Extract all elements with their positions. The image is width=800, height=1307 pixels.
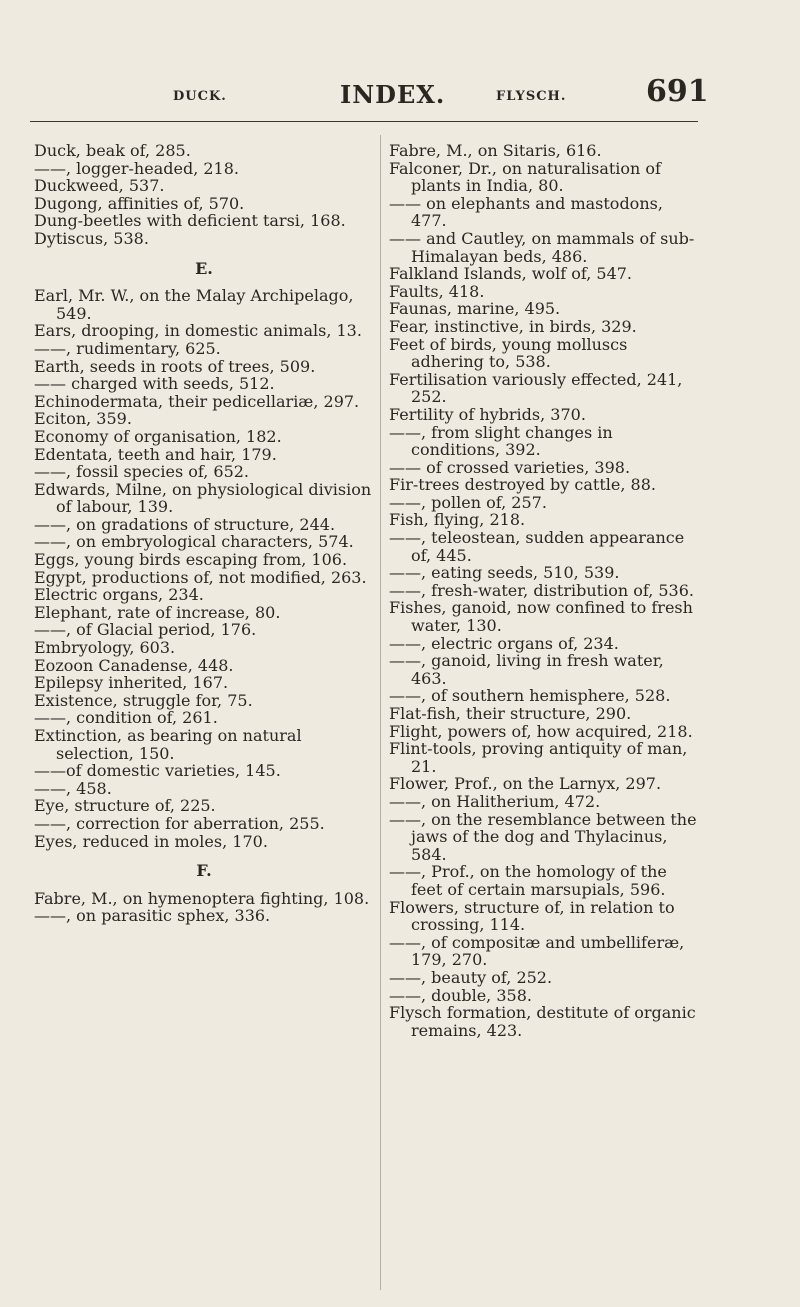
index-entry: Flower, Prof., on the Larnyx, 297. [389,774,662,794]
index-entry: ——, on gradations of structure, 244. [34,514,336,534]
index-entry: ——, beauty of, 252. [389,967,553,987]
index-entry: ——, of compositæ and umbelliferæ, 179, 270. [389,932,685,970]
left-column [34,142,374,925]
index-entry: Eozoon Canadense, 448. [34,655,234,675]
index-entry: Economy of organisation, 182. [34,426,282,446]
index-entry: ——, condition of, 261. [34,708,218,728]
section-letter: E. [195,258,213,278]
index-entry: ——, of southern hemisphere, 528. [389,686,671,706]
index-entry: ——of domestic varieties, 145. [34,761,281,781]
header-last-term: FLYSCH. [496,89,567,104]
index-entry: Ears, drooping, in domestic animals, 13. [34,321,362,341]
index-entry: Fertility of hybrids, 370. [389,404,586,424]
index-entry: ——, of Glacial period, 176. [34,620,257,640]
index-entry: ——, rudimentary, 625. [34,338,221,358]
index-entry: Eciton, 359. [34,409,132,429]
page-number: 691 [646,74,709,109]
index-entry: Eye, structure of, 225. [34,796,216,816]
index-entry: Fish, flying, 218. [389,510,526,530]
index-entry: Echinodermata, their pedicellariæ, 297. [34,391,360,411]
index-entry: ——, double, 358. [389,985,532,1005]
index-entry: Duckweed, 537. [34,176,165,196]
index-entry: Fir-trees destroyed by cattle, 88. [389,475,656,495]
index-entry: Fabre, M., on Sitaris, 616. [389,141,602,160]
index-entry: ——, eating seeds, 510, 539. [389,563,620,583]
index-entry: ——, teleostean, sudden appearance of, 445. [389,528,685,565]
index-entry: Edentata, teeth and hair, 179. [34,444,277,464]
index-entry: Flysch formation, destitute of organic remains, 423. [389,1003,696,1040]
index-entry: Epilepsy inherited, 167. [34,673,229,693]
index-entry: Fertilisation variously effected, 241, 252. [389,369,683,407]
index-entry: —— and Cautley, on mammals of sub-Himalayan beds, 486. [389,228,695,266]
index-entry: ——, fossil species of, 652. [34,462,250,482]
index-entry: Earth, seeds in roots of trees, 509. [34,356,316,376]
index-entry: Faults, 418. [389,281,485,301]
index-entry: —— of crossed varieties, 398. [389,457,631,477]
index-entry: Flint-tools, proving antiquity of man, 21. [389,739,688,776]
header-rule [30,121,698,122]
index-entry: Dung-beetles with deficient tarsi, 168. [34,211,346,231]
index-entry: Falkland Islands, wolf of, 547. [389,264,633,284]
index-entry: Elephant, rate of increase, 80. [34,602,281,622]
index-entry: Extinction, as bearing on natural selection, 150. [34,726,302,763]
index-entry: ——, on parasitic sphex, 336. [34,906,271,926]
index-entry: —— charged with seeds, 512. [34,374,275,394]
index-entry: —— on elephants and mastodons, 477. [389,193,663,231]
index-entry: ——, pollen of, 257. [389,492,547,512]
header-first-term: DUCK. [173,89,227,104]
index-entry: Electric organs, 234. [34,585,204,605]
index-entry: ——, from slight changes in conditions, 392. [389,422,613,460]
index-entry: Flight, powers of, how acquired, 218. [389,721,693,741]
index-entry: Fabre, M., on hymenoptera fighting, 108. [34,888,370,908]
index-entry: ——, on the resemblance between the jaws of the dog and Thylacinus, 584. [389,809,697,864]
running-header [0,72,800,112]
index-entry: Flowers, structure of, in relation to crossing, 114. [389,897,675,935]
index-entry: ——, 458. [34,778,112,798]
column-divider [380,135,381,1290]
index-entry: Eggs, young birds escaping from, 106. [34,550,348,570]
index-entry: Duck, beak of, 285. [34,141,191,160]
index-entry: Fear, instinctive, in birds, 329. [389,316,637,336]
index-entry: ——, Prof., on the homology of the feet of certain marsupials, 596. [389,862,667,899]
index-entry: ——, logger-headed, 218. [34,158,239,178]
index-entry: Embryology, 603. [34,638,176,658]
index-entry: ——, ganoid, living in fresh water, 463. [389,651,664,688]
index-entry: Eyes, reduced in moles, 170. [34,831,268,851]
index-entry: Fishes, ganoid, now confined to fresh water, 130. [389,598,693,636]
index-entry: Dytiscus, 538. [34,228,149,248]
index-entry: Flat-fish, their structure, 290. [389,704,632,723]
index-entry: ——, fresh-water, distribution of, 536. [389,580,694,600]
index-entry: ——, on Halitherium, 472. [389,791,601,811]
index-entry: Existence, struggle for, 75. [34,690,253,710]
header-title: INDEX. [340,80,446,109]
section-letter: F. [196,861,212,881]
index-entry: Falconer, Dr., on naturalisation of plants in India, 80. [389,158,661,196]
index-entry: Earl, Mr. W., on the Malay Archipelago, 549. [34,286,354,323]
index-entry: ——, correction for aberration, 255. [34,813,325,833]
index-entry: Egypt, productions of, not modified, 263. [34,567,367,587]
index-entry: ——, on embryological characters, 574. [34,532,354,552]
index-entry: Edwards, Milne, on physiological division of labour, 139. [34,479,372,517]
index-entry: Feet of birds, young molluscs adhering to, 538. [389,334,628,372]
index-entry: Faunas, marine, 495. [389,299,561,319]
index-entry: ——, electric organs of, 234. [389,633,619,653]
index-entry: Dugong, affinities of, 570. [34,193,245,213]
right-column [389,142,697,1039]
